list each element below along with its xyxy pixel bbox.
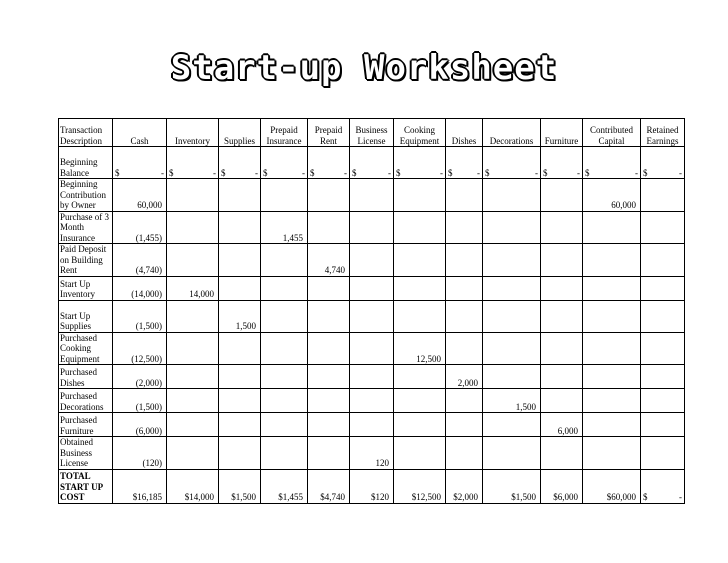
empty-cell [583,365,641,389]
header-retained-earnings: Retained Earnings [641,119,685,147]
beginning-balance-cell [219,147,261,179]
empty-cell [350,413,394,437]
empty-cell [350,179,394,212]
empty-cell [350,244,394,277]
row-label: Purchased Dishes [59,365,113,389]
empty-cell [541,211,583,244]
row-label: Start Up Supplies [59,300,113,332]
empty-cell [541,244,583,277]
empty-cell [641,437,685,470]
beginning-balance-cell [261,147,308,179]
empty-cell [167,413,219,437]
empty-cell [446,389,483,413]
cash-cell: (14,000) [113,276,167,300]
empty-cell [350,276,394,300]
table-row-total [59,469,685,503]
header-decorations: Decorations [483,119,541,147]
amount-cell: 120 [350,437,394,470]
empty-cell [308,179,350,212]
empty-cell [308,413,350,437]
header-inventory: Inventory [167,119,219,147]
empty-cell [394,437,446,470]
empty-cell [483,437,541,470]
empty-cell [350,211,394,244]
dash-value: - [213,167,216,178]
empty-cell [583,437,641,470]
header-furniture: Furniture [541,119,583,147]
cash-cell: (1,500) [113,389,167,413]
empty-cell [394,179,446,212]
empty-cell [350,300,394,332]
header-business-license: Business License [350,119,394,147]
empty-cell [308,211,350,244]
worksheet-table [58,118,685,504]
table-row [59,276,685,300]
dash-value: - [477,167,480,178]
empty-cell [219,332,261,365]
row-label: Obtained Business License [59,437,113,470]
empty-cell [641,276,685,300]
empty-cell [167,244,219,277]
empty-cell [583,332,641,365]
empty-cell [483,244,541,277]
dash-value: - [161,167,164,178]
empty-cell [308,276,350,300]
empty-cell [641,413,685,437]
dash-value: - [344,167,347,178]
empty-cell [219,413,261,437]
cash-cell: (120) [113,437,167,470]
empty-cell [446,332,483,365]
beginning-balance-cell [113,147,167,179]
empty-cell [308,332,350,365]
dollar-sign: $ [221,167,226,178]
empty-cell [583,413,641,437]
empty-cell [583,300,641,332]
cash-cell: (1,500) [113,300,167,332]
header-contributed-capital: Contributed Capital [583,119,641,147]
total-cell: $2,000 [446,469,483,503]
amount-cell: 4,740 [308,244,350,277]
beginning-balance-cell [308,147,350,179]
dash-value: - [535,167,538,178]
empty-cell [261,389,308,413]
header-description: Transaction Description [59,119,113,147]
empty-cell [308,365,350,389]
table-row [59,179,685,212]
table-row [59,300,685,332]
empty-cell [641,179,685,212]
empty-cell [641,332,685,365]
header-prepaid-insurance: Prepaid Insurance [261,119,308,147]
empty-cell [394,244,446,277]
empty-cell [219,244,261,277]
amount-cell: 1,500 [219,300,261,332]
empty-cell [261,300,308,332]
empty-cell [541,389,583,413]
empty-cell [219,437,261,470]
amount-cell: 1,455 [261,211,308,244]
worksheet-title: Start-up Worksheet [170,48,558,88]
empty-cell [167,365,219,389]
header-prepaid-rent: Prepaid Rent [308,119,350,147]
empty-cell [261,332,308,365]
empty-cell [219,389,261,413]
empty-cell [541,179,583,212]
empty-cell [446,413,483,437]
empty-cell [583,211,641,244]
dollar-sign: $ [543,167,548,178]
beginning-balance-cell [541,147,583,179]
empty-cell [350,389,394,413]
header-supplies: Supplies [219,119,261,147]
header-dishes: Dishes [446,119,483,147]
dollar-sign: $ [585,167,590,178]
empty-cell [261,413,308,437]
empty-cell [261,179,308,212]
dollar-sign: $ [643,167,648,178]
empty-cell [167,389,219,413]
total-cell: $1,455 [261,469,308,503]
row-label: Purchase of 3 Month Insurance [59,211,113,244]
empty-cell [219,276,261,300]
table-row [59,332,685,365]
header-row [59,119,685,147]
total-cell: $16,185 [113,469,167,503]
dollar-sign: $ [263,167,268,178]
dollar-sign: $ [169,167,174,178]
empty-cell [483,332,541,365]
dollar-sign: $ [448,167,453,178]
empty-cell [350,332,394,365]
empty-cell [394,389,446,413]
header-cooking-equipment: Cooking Equipment [394,119,446,147]
empty-cell [541,276,583,300]
empty-cell [394,413,446,437]
dollar-sign: $ [643,492,648,502]
empty-cell [394,211,446,244]
beginning-balance-cell [446,147,483,179]
empty-cell [308,300,350,332]
cash-cell: (4,740) [113,244,167,277]
beginning-balance-cell [641,147,685,179]
dash-value: - [302,167,305,178]
amount-cell: 12,500 [394,332,446,365]
table-row [59,389,685,413]
row-label: Beginning Contribution by Owner [59,179,113,212]
empty-cell [446,437,483,470]
empty-cell [261,437,308,470]
empty-cell [583,389,641,413]
empty-cell [446,300,483,332]
empty-cell [541,332,583,365]
dash-value: - [679,492,682,502]
row-label: Start Up Inventory [59,276,113,300]
empty-cell [641,389,685,413]
dollar-sign: $ [115,167,120,178]
empty-cell [541,300,583,332]
beginning-balance-cell [583,147,641,179]
table-row [59,413,685,437]
row-label: Purchased Decorations [59,389,113,413]
row-label: Paid Deposit on Building Rent [59,244,113,277]
total-cell: $120 [350,469,394,503]
table-row [59,211,685,244]
row-label: Purchased Cooking Equipment [59,332,113,365]
beginning-balance-cell [167,147,219,179]
empty-cell [394,365,446,389]
dash-value: - [255,167,258,178]
empty-cell [308,437,350,470]
header-cash: Cash [113,119,167,147]
table-row [59,437,685,470]
empty-cell [583,244,641,277]
total-cell: $1,500 [219,469,261,503]
dash-value: - [577,167,580,178]
cash-cell: (6,000) [113,413,167,437]
row-label: Purchased Furniture [59,413,113,437]
amount-cell: 14,000 [167,276,219,300]
beginning-balance-cell [394,147,446,179]
empty-cell [483,365,541,389]
empty-cell [483,413,541,437]
empty-cell [446,244,483,277]
total-cell: $1,500 [483,469,541,503]
dollar-sign: $ [310,167,315,178]
dash-value: - [679,167,682,178]
empty-cell [483,276,541,300]
empty-cell [167,179,219,212]
beginning-balance-cell [483,147,541,179]
amount-cell: 2,000 [446,365,483,389]
dollar-sign: $ [396,167,401,178]
empty-cell [167,300,219,332]
empty-cell [394,276,446,300]
beginning-balance-cell [350,147,394,179]
empty-cell [219,365,261,389]
total-cell: $14,000 [167,469,219,503]
amount-cell: 6,000 [541,413,583,437]
table-row-beginning-balance [59,147,685,179]
cash-cell: 60,000 [113,179,167,212]
empty-cell [446,276,483,300]
dollar-sign: $ [485,167,490,178]
row-label: Beginning Balance [59,147,113,179]
total-cell: $12,500 [394,469,446,503]
empty-cell [483,211,541,244]
table-row [59,365,685,389]
cash-cell: (2,000) [113,365,167,389]
empty-cell [583,276,641,300]
empty-cell [167,332,219,365]
empty-cell [483,300,541,332]
empty-cell [350,365,394,389]
empty-cell [308,389,350,413]
total-label: TOTAL START UP COST [59,469,113,503]
empty-cell [261,276,308,300]
table-row [59,244,685,277]
empty-cell [394,300,446,332]
dash-value: - [635,167,638,178]
cash-cell: (1,455) [113,211,167,244]
amount-cell: 60,000 [583,179,641,212]
empty-cell [641,365,685,389]
empty-cell [261,244,308,277]
empty-cell [541,437,583,470]
empty-cell [641,211,685,244]
total-cell: $60,000 [583,469,641,503]
empty-cell [446,179,483,212]
empty-cell [446,211,483,244]
empty-cell [167,211,219,244]
empty-cell [219,211,261,244]
empty-cell [541,365,583,389]
amount-cell: 1,500 [483,389,541,413]
cash-cell: (12,500) [113,332,167,365]
empty-cell [641,244,685,277]
dash-value: - [440,167,443,178]
total-cell: $6,000 [541,469,583,503]
dollar-sign: $ [352,167,357,178]
empty-cell [167,437,219,470]
total-retained-earnings-cell [641,469,685,503]
empty-cell [483,179,541,212]
dash-value: - [388,167,391,178]
total-cell: $4,740 [308,469,350,503]
empty-cell [219,179,261,212]
empty-cell [261,365,308,389]
empty-cell [641,300,685,332]
